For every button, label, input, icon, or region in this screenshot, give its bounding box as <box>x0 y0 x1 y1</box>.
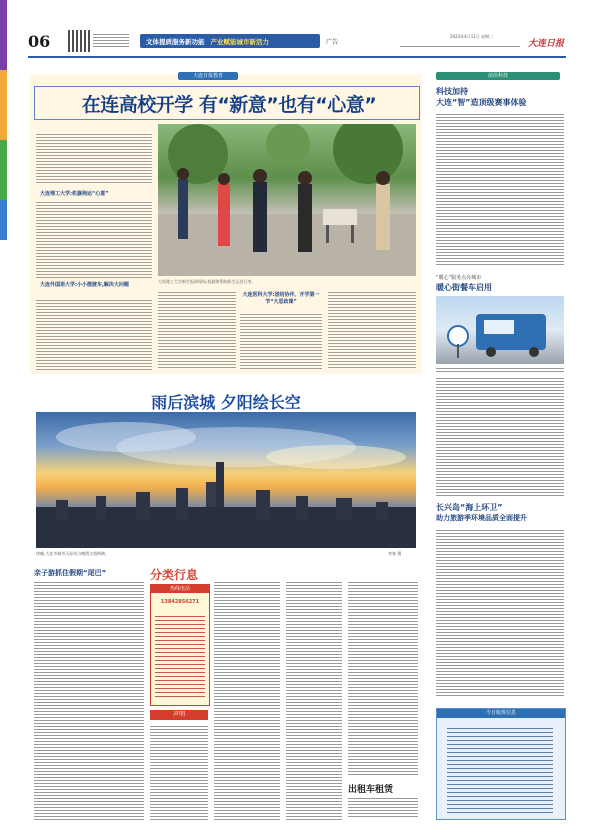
header-nav-text <box>400 44 520 48</box>
edge-stripe-blue <box>0 200 7 240</box>
feature-body-col3 <box>240 312 322 370</box>
feature-headline-frame <box>34 86 420 120</box>
feature-photo-caption: 大连理工大学新生报到现场,机器狗帮助新生运送行李。 <box>158 279 256 284</box>
food-truck-art <box>436 296 564 364</box>
panorama-caption: 傍晚,大连市城市天际线与晚霞交相辉映。 <box>36 551 110 556</box>
right-story1-head-b: 大连“智”造顶级赛事体验 <box>436 98 527 107</box>
right-tag: 前沿科技 <box>436 72 560 80</box>
right-story3-head-a: 长兴岛“海上环卫” <box>436 503 503 512</box>
right-story3-body <box>436 528 564 698</box>
right-story2-body <box>436 376 564 496</box>
classifieds-col3 <box>286 580 342 820</box>
info-box <box>436 708 566 820</box>
edge-stripe-green <box>0 140 7 200</box>
qr-code-icon <box>68 30 90 52</box>
banner-mid: 产业赋能城市新活力 <box>210 37 269 46</box>
right-story2-head-b: 暖心街餐车启用 <box>436 283 492 292</box>
feature-tag: 大连日报教育 <box>178 72 238 80</box>
bottom-left-headline: 亲子游抓住假期“尾巴” <box>34 569 107 577</box>
right-story2-head-a: “暖心”服务点亮城市 <box>436 275 482 281</box>
classifieds-ad-box <box>150 584 210 706</box>
header-date: 2023年4月11日 星期二 <box>450 34 494 39</box>
info-box-title: 今日航班信息 <box>437 709 565 718</box>
feature-body-col2 <box>158 290 236 370</box>
info-box-body <box>447 725 553 813</box>
right-story3-head-b: 助力旅游季环境品质全面提升 <box>436 514 527 522</box>
header-rule <box>28 56 566 58</box>
classifieds-ad-body <box>155 613 205 699</box>
feature-photo <box>158 124 416 276</box>
feature-body-col4 <box>328 290 416 370</box>
right-story1-body <box>436 112 564 267</box>
bottom-left-body1 <box>34 580 144 820</box>
ad-label: 广告 <box>326 39 339 46</box>
page-number: 06 <box>28 32 51 51</box>
right-story2-caption <box>436 366 564 372</box>
edge-stripe-purple <box>0 0 7 70</box>
panorama-skyline <box>36 412 416 548</box>
feature-photo-art <box>158 124 416 276</box>
right-story2-photo <box>436 296 564 364</box>
banner-left: 文体提质服务新功能 <box>146 37 205 46</box>
panorama-photo <box>36 412 416 548</box>
feature-headline: 在连高校开学 有“新意”也有“心意” <box>81 94 377 116</box>
classifieds-col1 <box>150 724 208 820</box>
classifieds-col2 <box>214 580 280 820</box>
panorama-headline: 雨后滨城 夕阳绘长空 <box>151 393 301 412</box>
classifieds-phone: 13842856271 <box>160 599 200 605</box>
header-banner <box>140 34 320 48</box>
feature-sub2: 大连外国语大学:小小摆渡车,解决大问题 <box>40 282 129 288</box>
panorama-credit: 李春 摄 <box>388 551 402 556</box>
feature-body-col1 <box>36 132 152 184</box>
qr-text <box>93 32 133 47</box>
masthead-logo: 大连日报 <box>528 39 565 49</box>
classifieds-footer-body <box>348 796 418 818</box>
feature-sub3: 大连医科大学:团结协作、开学第一节“大思政课” <box>242 292 320 305</box>
right-story1-head-a: 科技加持 <box>436 87 468 96</box>
classifieds-title: 分类行息 <box>150 568 199 582</box>
edge-stripe-orange <box>0 70 7 140</box>
classifieds-section-label: 声明 <box>150 710 208 720</box>
feature-body-col1b <box>36 200 152 278</box>
classifieds-footer-head: 出租车租赁 <box>348 785 394 795</box>
feature-sub1: 大连理工大学:机器狗运“心意” <box>40 191 109 197</box>
feature-body-col1c <box>36 298 152 370</box>
classifieds-col4 <box>348 580 418 776</box>
classifieds-hotline: 热线电话 <box>151 585 209 593</box>
